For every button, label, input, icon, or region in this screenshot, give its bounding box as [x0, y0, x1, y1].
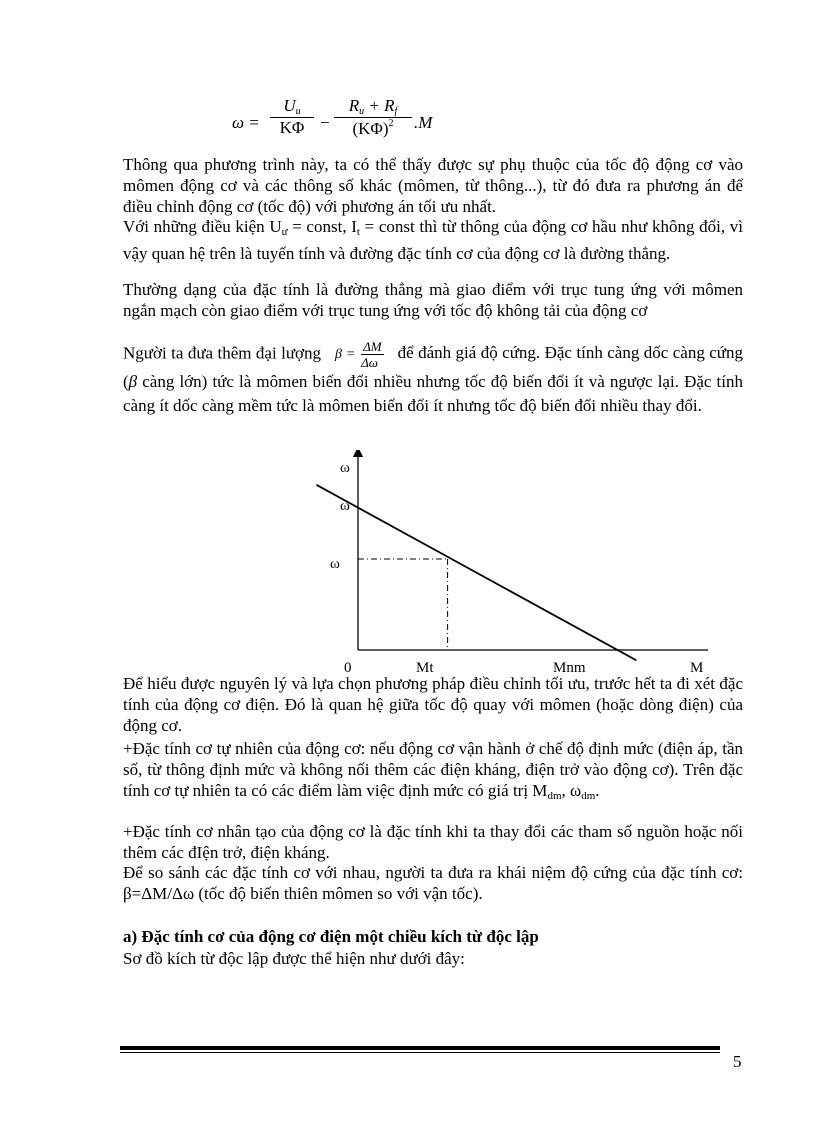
y-tick-label-omega: ω	[330, 556, 340, 572]
paragraph-3: Thường dạng của đặc tính là đường thẳng mà giao điểm với trục tung ứng với mômen ngắn mạch còn giao điểm với trục tung ứng với tốc độ không tải của động cơ	[123, 280, 743, 320]
characteristic-line	[316, 485, 636, 661]
footer-rule-thick	[120, 1046, 720, 1050]
paragraph-5: Để hiểu được nguyên lý và lựa chọn phương pháp điều chỉnh tối ưu, trước hết ta đi xét đặc tính của động cơ điện. Đó là quan hệ giữa tốc độ quay với mômen (hoặc dòng điện) của động cơ.	[123, 674, 743, 735]
paragraph-6: +Đặc tính cơ tự nhiên của động cơ: nếu động cơ vận hành ở chế độ định mức (điện áp, tần số, từ thông định mức và không nối thêm các điện kháng, điện trở vào động cơ). Trên đặc tính cơ tự nhiên ta có các điểm làm việc định mức có giá trị Mdm, ωdm.	[123, 739, 743, 802]
x-tick-label-mt: Mt	[416, 660, 434, 676]
formula-minus: −	[320, 113, 330, 132]
x-tick-label-mnm: Mnm	[553, 660, 586, 676]
formula-term2: $\frac{R_u + R_f}{(K\Phi)^2}$	[334, 96, 412, 139]
formula-lhs: ω =	[232, 113, 260, 132]
paragraph-8: Để so sánh các đặc tính cơ với nhau, người ta đưa ra khái niệm độ cứng của đặc tính cơ: β=ΔM/Δω (tốc độ biến thiên mômen so với vận tốc).	[123, 863, 743, 903]
origin-label: 0	[344, 660, 352, 676]
characteristic-chart	[310, 450, 710, 680]
section-heading: a) Đặc tính cơ của động cơ điện một chiều kích từ độc lập	[123, 927, 539, 946]
paragraph-9: Sơ đồ kích từ độc lập được thể hiện như dưới đây:	[123, 949, 465, 968]
footer-rule-thin	[120, 1052, 720, 1053]
y-axis-label: ω	[340, 460, 350, 476]
paragraph-1: Thông qua phương trình này, ta có thể thấy được sự phụ thuộc của tốc độ động cơ vào mômen động cơ và các thông số khác (mômen, từ thông...), từ đó đưa ra phương án để điều chỉnh động cơ (tốc độ) với phương án tối ưu nhất.	[123, 155, 743, 216]
formula-term1: $\frac{U_u}{K\Phi}$	[270, 96, 314, 138]
y-tick-label-omega0: ω	[340, 498, 350, 514]
x-axis-label: M	[690, 660, 704, 676]
beta-fraction: $\frac{\Delta M}{\Delta\omega}$	[361, 339, 382, 370]
page-number: 5	[733, 1052, 742, 1071]
paragraph-7: +Đặc tính cơ nhân tạo của động cơ là đặc tính khi ta thay đổi các tham số nguồn hoặc nối thêm các đIện trở, điện kháng.	[123, 822, 743, 862]
paragraph-4: Người ta đưa thêm đại lượng β = $\frac{\Delta M}{\Delta\omega}$ để đánh giá độ cứng. Đặc tính càng dốc càng cứng (β càng lớn) tức là mômen biến đổi nhiều nhưng tốc độ biến đổi ít và ngược lại. Đặc tính càng ít dốc càng mềm tức là mômen biến đổi ít nhưng tốc độ biến đổi nhiều thay đổi.	[123, 339, 744, 415]
paragraph-2: Với những điều kiện Uư = const, It = const thì từ thông của động cơ hầu như không đổi, vì vậy quan hệ trên là tuyến tính và đường đặc tính cơ của động cơ là đường thẳng.	[123, 217, 743, 263]
omega-formula	[232, 96, 472, 156]
formula-tail: .M	[414, 113, 433, 132]
